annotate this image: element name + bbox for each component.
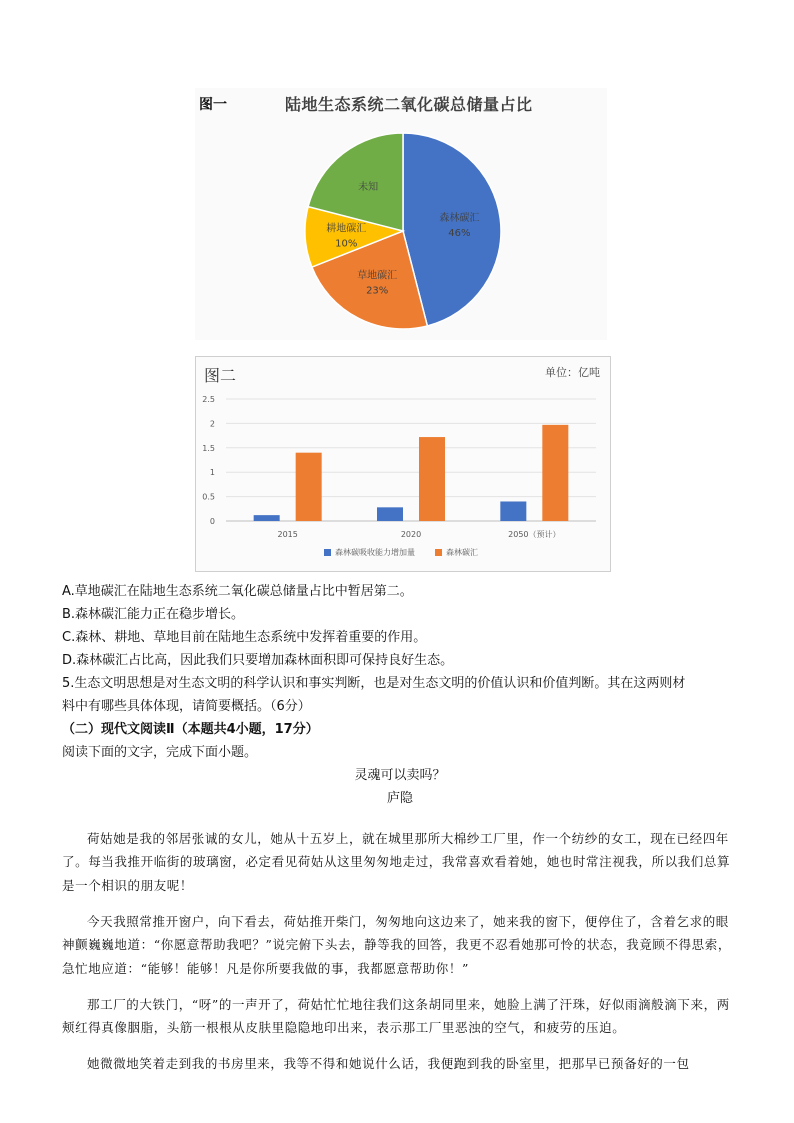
figure-1-pie-chart	[195, 88, 607, 340]
bar-chart-svg	[196, 357, 610, 571]
y-tick-label: 2	[209, 419, 215, 429]
y-tick-label: 0.5	[202, 492, 215, 502]
bar	[377, 507, 403, 521]
story-body	[62, 814, 738, 1088]
figure-1-label: 图一	[199, 97, 227, 113]
y-tick-label: 0	[209, 517, 215, 526]
pie-slice-name: 耕地碳汇	[326, 223, 367, 235]
question-5-line-1: 5.生态文明思想是对生态文明的科学认识和事实判断，也是对生态文明的价值认识和价值判断。其在这两则材	[62, 676, 686, 691]
story-title: 灵魂可以卖吗？	[354, 768, 446, 783]
figure-1-title: 陆地生态系统二氧化碳总储量占比	[285, 95, 533, 114]
pie-slice-value: 23%	[366, 285, 389, 297]
x-category-label: 2015	[277, 530, 298, 539]
y-tick-label: 1.5	[202, 443, 215, 453]
bar	[542, 425, 568, 521]
legend-swatch	[435, 549, 442, 556]
option-c: C.森林、耕地、草地目前在陆地生态系统中发挥着重要的作用。	[62, 630, 427, 645]
pie-slice-name: 草地碳汇	[357, 270, 398, 282]
question-5-line-2: 料中有哪些具体体现，请简要概括。（6分）	[62, 699, 311, 714]
legend-label: 森林碳吸收能力增加量	[335, 548, 415, 557]
option-a: A.草地碳汇在陆地生态系统二氧化碳总储量占比中暂居第二。	[62, 584, 413, 599]
legend-label: 森林碳汇	[446, 548, 478, 557]
story-author: 庐隐	[386, 791, 413, 806]
section-instruction: 阅读下面的文字，完成下面小题。	[62, 745, 258, 760]
bar	[419, 437, 445, 521]
x-category-label: 2020	[400, 530, 422, 539]
pie-slice-value: 46%	[448, 227, 471, 239]
figure-2-unit: 单位：亿吨	[545, 366, 600, 379]
story-paragraph: 荷姑她是我的邻居张诚的女儿，她从十五岁上，就在城里那所大棉纱工厂里，作一个纺纱的女工，现在已经四年了。每当我推开临街的玻璃窗，必定看见荷姑从这里匆匆地走过，我常喜欢看着她，她也时常注视我，所以我们总算是一个相识的朋友呢！	[62, 830, 731, 893]
bar	[254, 515, 280, 521]
story-paragraph: 那工厂的大铁门，“呀”的一声开了，荷姑忙忙地往我们这条胡同里来，她脸上满了汗珠，好似雨滴般滴下来，两颊红得真像胭脂，头筋一根根从皮肤里隐隐地印出来，表示那工厂里恶浊的空气，和疲劳的压迫。	[62, 996, 730, 1035]
y-tick-label: 1	[209, 468, 215, 478]
x-category-label: 2050（预计）	[508, 530, 561, 539]
story-paragraph: 今天我照常推开窗户，向下看去，荷姑推开柴门，匆匆地向这边来了，她来我的窗下，便停住了，含着乞求的眼神颤巍巍地道：“你愿意帮助我吧？”说完俯下头去，静等我的回答，我更不忍看她那可怜的状态，我竟顾不得思索，急忙地应道：“能够！能够！凡是你所要我做的事，我都愿意帮助你！”	[62, 913, 731, 976]
bar	[296, 453, 322, 521]
option-b: B.森林碳汇能力正在稳步增长。	[62, 607, 245, 622]
pie-slice-value: 10%	[335, 238, 358, 250]
pie-chart-svg	[195, 88, 607, 340]
section-heading: （二）现代文阅读Ⅱ（本题共4小题，17分）	[62, 722, 319, 737]
legend-swatch	[324, 549, 331, 556]
story-paragraph: 她微微地笑着走到我的书房里来，我等不得和她说什么话，我便跑到我的卧室里，把那早已预备好的一包	[87, 1056, 690, 1071]
pie-slice-name: 森林碳汇	[439, 212, 480, 224]
option-d: D.森林碳汇占比高，因此我们只要增加森林面积即可保持良好生态。	[62, 653, 454, 668]
figure-2-label: 图二	[204, 366, 237, 385]
y-tick-label: 2.5	[202, 395, 215, 404]
question-block	[62, 580, 738, 810]
figure-2-bar-chart	[195, 356, 611, 572]
pie-slice-name: 未知	[358, 182, 379, 194]
bar	[500, 501, 526, 521]
